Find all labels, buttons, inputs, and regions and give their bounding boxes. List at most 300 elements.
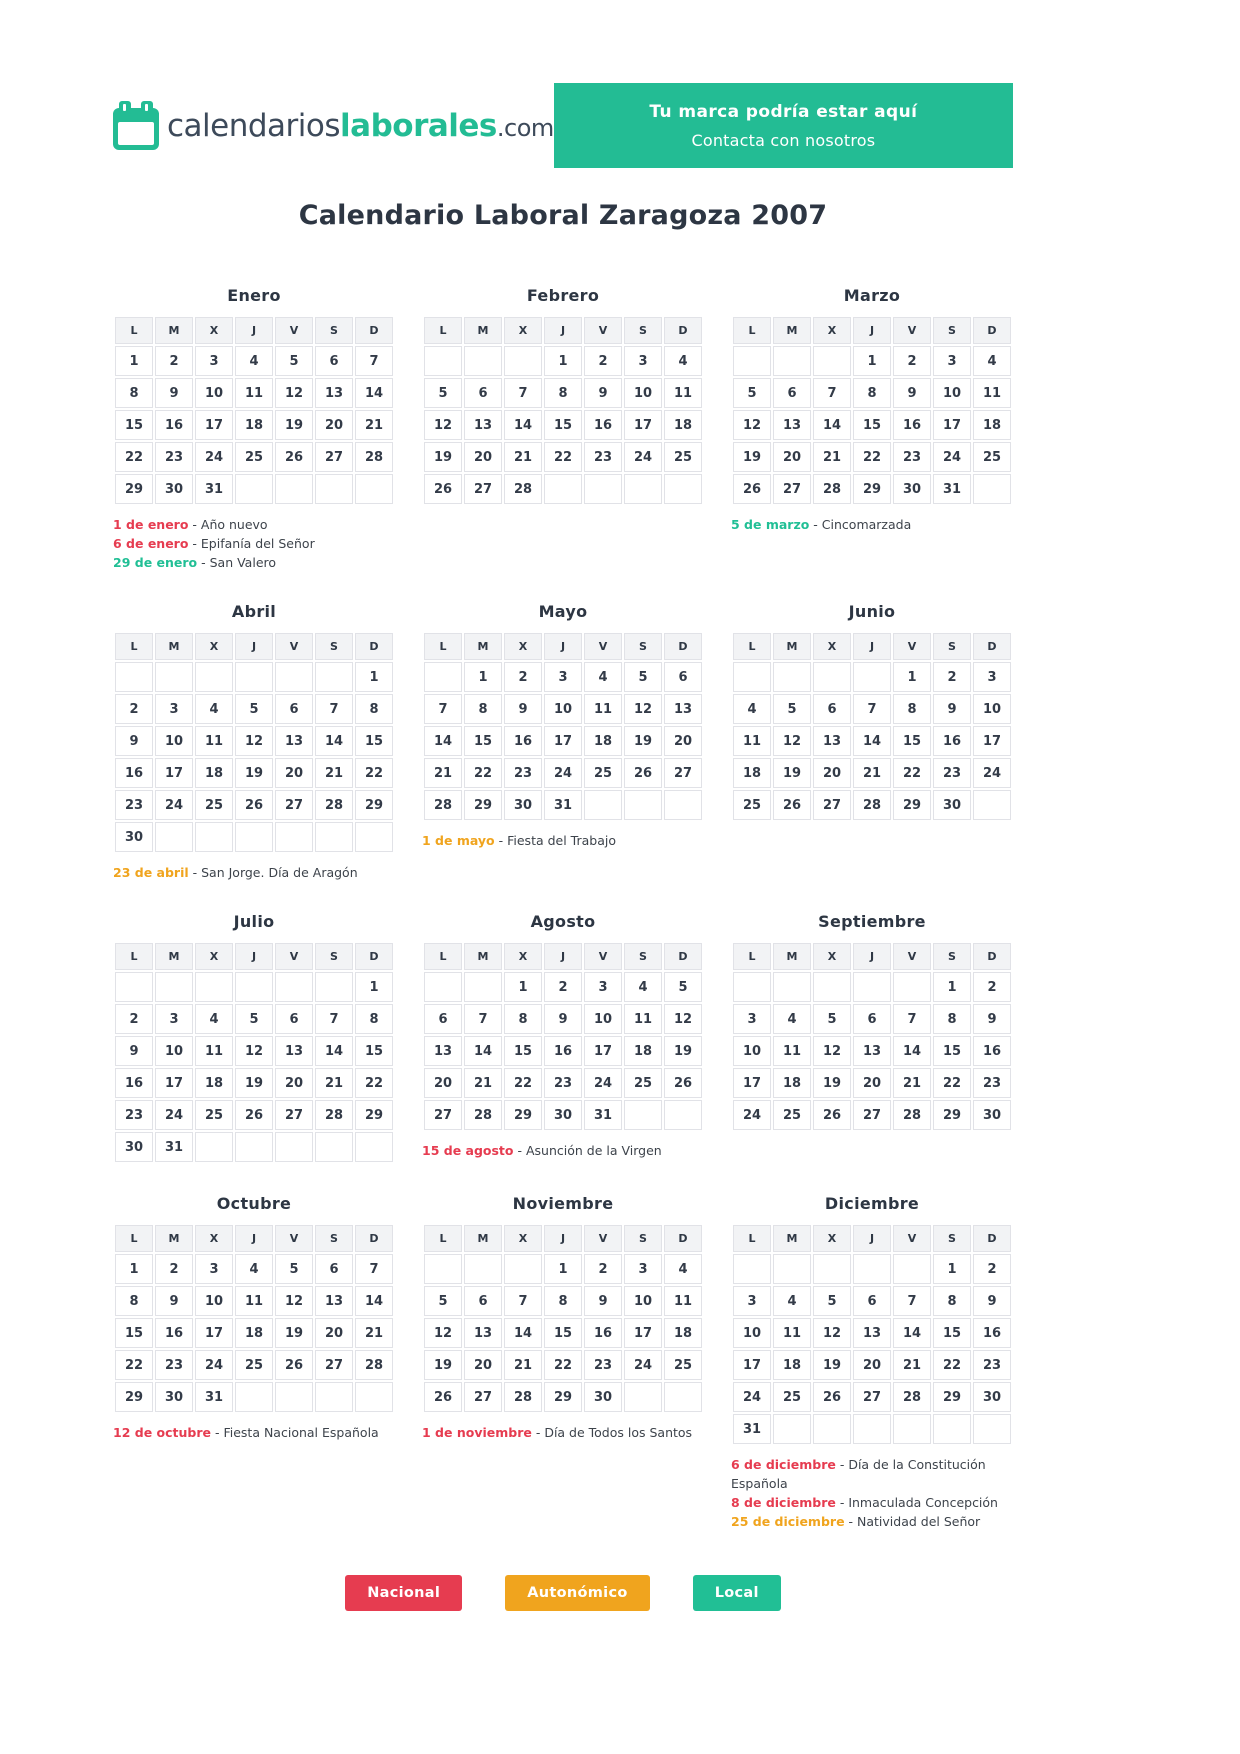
month-noviembre [422, 1194, 704, 1442]
day-cell: 2 [584, 346, 622, 376]
week-row [115, 1132, 393, 1162]
day-cell: 5 [813, 1004, 851, 1034]
day-cell: 3 [155, 1004, 193, 1034]
day-cell: 8 [853, 378, 891, 408]
day-cell: 3 [624, 346, 662, 376]
empty-day-cell [733, 346, 771, 376]
day-cell: 3 [733, 1286, 771, 1316]
weekday-header: L [733, 1225, 771, 1252]
day-cell: 20 [813, 758, 851, 788]
weekday-header: X [504, 943, 542, 970]
day-cell: 12 [275, 1286, 313, 1316]
week-row [115, 442, 393, 472]
day-cell: 15 [893, 726, 931, 756]
day-cell: 14 [853, 726, 891, 756]
day-cell: 16 [973, 1036, 1011, 1066]
weekday-header: L [115, 943, 153, 970]
empty-day-cell [584, 790, 622, 820]
day-cell: 29 [464, 790, 502, 820]
day-cell: 8 [544, 378, 582, 408]
week-row [424, 1350, 702, 1380]
day-cell: 22 [853, 442, 891, 472]
weekday-header: J [235, 943, 273, 970]
day-cell: 25 [235, 442, 273, 472]
day-cell: 5 [424, 378, 462, 408]
weekday-header: V [584, 943, 622, 970]
day-cell: 28 [853, 790, 891, 820]
day-cell: 17 [933, 410, 971, 440]
day-cell: 14 [315, 726, 353, 756]
weekday-header: D [355, 943, 393, 970]
day-cell: 7 [893, 1004, 931, 1034]
ad-banner-headline: Tu marca podría estar aquí [649, 101, 918, 122]
day-cell: 5 [275, 346, 313, 376]
weekday-header: M [464, 1225, 502, 1252]
weekday-header: L [733, 317, 771, 344]
empty-day-cell [504, 346, 542, 376]
weekday-header: L [115, 317, 153, 344]
empty-day-cell [235, 474, 273, 504]
weekday-header: D [355, 1225, 393, 1252]
day-cell: 30 [584, 1382, 622, 1412]
day-cell: 12 [733, 410, 771, 440]
empty-day-cell [275, 474, 313, 504]
month-table [113, 1223, 395, 1414]
day-cell: 19 [624, 726, 662, 756]
empty-day-cell [195, 662, 233, 692]
day-cell: 15 [355, 726, 393, 756]
day-cell: 8 [933, 1004, 971, 1034]
day-cell: 27 [853, 1100, 891, 1130]
empty-day-cell [893, 1414, 931, 1444]
day-cell: 10 [155, 1036, 193, 1066]
day-cell: 7 [893, 1286, 931, 1316]
day-cell: 18 [773, 1350, 811, 1380]
day-cell: 6 [853, 1004, 891, 1034]
weekday-header: D [355, 317, 393, 344]
weekday-header: J [544, 317, 582, 344]
holiday-note: 1 de noviembre - Día de Todos los Santos [422, 1425, 693, 1440]
weekday-header: X [813, 633, 851, 660]
week-row [733, 758, 1011, 788]
day-cell: 18 [584, 726, 622, 756]
weekday-header: D [664, 317, 702, 344]
day-cell: 22 [355, 1068, 393, 1098]
week-row [424, 410, 702, 440]
day-cell: 10 [584, 1004, 622, 1034]
day-cell: 4 [195, 1004, 233, 1034]
week-row [733, 1068, 1011, 1098]
month-table [113, 315, 395, 506]
day-cell: 1 [893, 662, 931, 692]
day-cell: 2 [155, 346, 193, 376]
day-cell: 7 [504, 1286, 542, 1316]
day-cell: 2 [155, 1254, 193, 1284]
empty-day-cell [733, 1254, 771, 1284]
empty-day-cell [773, 662, 811, 692]
week-row [115, 1004, 393, 1034]
empty-day-cell [275, 662, 313, 692]
day-cell: 26 [813, 1100, 851, 1130]
week-row [424, 694, 702, 724]
week-row [424, 790, 702, 820]
day-cell: 28 [464, 1100, 502, 1130]
weekday-header: M [464, 633, 502, 660]
day-cell: 2 [933, 662, 971, 692]
day-cell: 17 [544, 726, 582, 756]
day-cell: 2 [544, 972, 582, 1002]
day-cell: 23 [504, 758, 542, 788]
holiday-note: 12 de octubre - Fiesta Nacional Española [113, 1425, 379, 1440]
day-cell: 10 [624, 1286, 662, 1316]
day-cell: 24 [624, 442, 662, 472]
weekday-header: X [195, 633, 233, 660]
day-cell: 6 [853, 1286, 891, 1316]
day-cell: 27 [275, 1100, 313, 1130]
day-cell: 25 [195, 790, 233, 820]
day-cell: 26 [275, 442, 313, 472]
week-row [733, 1286, 1011, 1316]
day-cell: 17 [624, 1318, 662, 1348]
day-cell: 4 [773, 1286, 811, 1316]
day-cell: 13 [464, 1318, 502, 1348]
day-cell: 30 [155, 474, 193, 504]
day-cell: 6 [664, 662, 702, 692]
weekday-header: M [773, 317, 811, 344]
header [113, 83, 1013, 168]
logo-text-calendarios: calendarios [167, 107, 341, 144]
legend-local-button[interactable]: Local [693, 1575, 781, 1611]
day-cell: 15 [933, 1318, 971, 1348]
weekday-header: J [544, 633, 582, 660]
week-row [115, 694, 393, 724]
day-cell: 24 [155, 790, 193, 820]
empty-day-cell [504, 1254, 542, 1284]
day-cell: 21 [504, 1350, 542, 1380]
day-cell: 5 [813, 1286, 851, 1316]
week-row [733, 1254, 1011, 1284]
day-cell: 22 [504, 1068, 542, 1098]
day-cell: 8 [355, 1004, 393, 1034]
empty-day-cell [973, 790, 1011, 820]
day-cell: 14 [464, 1036, 502, 1066]
month-table [422, 1223, 704, 1414]
week-row [115, 346, 393, 376]
weekday-header: V [893, 943, 931, 970]
day-cell: 31 [584, 1100, 622, 1130]
day-cell: 13 [315, 1286, 353, 1316]
month-table [113, 941, 395, 1164]
day-cell: 30 [115, 822, 153, 852]
day-cell: 18 [773, 1068, 811, 1098]
weekday-header: S [933, 943, 971, 970]
day-cell: 21 [813, 442, 851, 472]
holiday-note: 5 de marzo - Cincomarzada [731, 517, 912, 532]
empty-day-cell [315, 474, 353, 504]
empty-day-cell [424, 1254, 462, 1284]
day-cell: 14 [355, 1286, 393, 1316]
day-cell: 24 [733, 1100, 771, 1130]
day-cell: 8 [464, 694, 502, 724]
empty-day-cell [275, 1132, 313, 1162]
legend-nacional-button[interactable]: Nacional [345, 1575, 462, 1611]
day-cell: 28 [315, 1100, 353, 1130]
weekday-header: M [155, 633, 193, 660]
day-cell: 4 [584, 662, 622, 692]
day-cell: 14 [355, 378, 393, 408]
empty-day-cell [853, 1414, 891, 1444]
week-row [733, 790, 1011, 820]
day-cell: 23 [973, 1068, 1011, 1098]
day-cell: 10 [624, 378, 662, 408]
day-cell: 19 [275, 1318, 313, 1348]
empty-day-cell [195, 972, 233, 1002]
day-cell: 11 [195, 1036, 233, 1066]
month-title: Febrero [526, 286, 600, 305]
day-cell: 20 [315, 1318, 353, 1348]
day-cell: 20 [464, 1350, 502, 1380]
day-cell: 9 [155, 1286, 193, 1316]
day-cell: 28 [893, 1100, 931, 1130]
week-row [115, 474, 393, 504]
holiday-note-date: 8 de diciembre [731, 1495, 836, 1510]
day-cell: 17 [155, 1068, 193, 1098]
day-cell: 12 [275, 378, 313, 408]
empty-day-cell [773, 1254, 811, 1284]
logo-text [167, 108, 554, 144]
holiday-notes [113, 863, 395, 882]
week-row [115, 726, 393, 756]
holiday-note: 15 de agosto - Asunción de la Virgen [422, 1143, 662, 1158]
empty-day-cell [355, 1132, 393, 1162]
empty-day-cell [275, 972, 313, 1002]
calendar-logo-icon [113, 108, 159, 150]
day-cell: 27 [773, 474, 811, 504]
day-cell: 16 [544, 1036, 582, 1066]
weekday-header: L [424, 1225, 462, 1252]
day-cell: 4 [733, 694, 771, 724]
day-cell: 23 [155, 442, 193, 472]
day-cell: 11 [664, 378, 702, 408]
empty-day-cell [315, 1382, 353, 1412]
day-cell: 13 [315, 378, 353, 408]
week-row [424, 1286, 702, 1316]
weekday-header: V [893, 317, 931, 344]
day-cell: 12 [424, 410, 462, 440]
day-cell: 25 [235, 1350, 273, 1380]
day-cell: 9 [973, 1004, 1011, 1034]
month-octubre [113, 1194, 395, 1442]
empty-day-cell [195, 822, 233, 852]
day-cell: 7 [853, 694, 891, 724]
empty-day-cell [424, 346, 462, 376]
weekday-header: D [664, 1225, 702, 1252]
day-cell: 18 [235, 1318, 273, 1348]
day-cell: 16 [584, 1318, 622, 1348]
day-cell: 19 [275, 410, 313, 440]
weekday-header: X [813, 943, 851, 970]
page-title: Calendario Laboral Zaragoza 2007 [298, 200, 828, 231]
day-cell: 26 [235, 1100, 273, 1130]
day-cell: 4 [195, 694, 233, 724]
logo-text-com: .com [496, 113, 554, 142]
holiday-note-desc: Epifanía del Señor [200, 536, 315, 551]
holiday-notes [113, 515, 395, 572]
day-cell: 29 [853, 474, 891, 504]
day-cell: 30 [544, 1100, 582, 1130]
empty-day-cell [235, 972, 273, 1002]
day-cell: 6 [464, 378, 502, 408]
week-row [115, 1068, 393, 1098]
weekday-header: D [664, 943, 702, 970]
day-cell: 8 [115, 378, 153, 408]
day-cell: 18 [664, 410, 702, 440]
weekday-header: V [893, 1225, 931, 1252]
day-cell: 11 [773, 1036, 811, 1066]
week-row [733, 1414, 1011, 1444]
day-cell: 2 [115, 694, 153, 724]
day-cell: 1 [933, 972, 971, 1002]
day-cell: 11 [195, 726, 233, 756]
day-cell: 6 [464, 1286, 502, 1316]
day-cell: 8 [544, 1286, 582, 1316]
week-row [733, 1382, 1011, 1412]
day-cell: 23 [155, 1350, 193, 1380]
day-cell: 29 [115, 474, 153, 504]
holiday-note-desc: Fiesta Nacional Española [223, 1425, 379, 1440]
month-title: Marzo [843, 286, 901, 305]
month-table [113, 631, 395, 854]
week-row [424, 1318, 702, 1348]
day-cell: 1 [544, 1254, 582, 1284]
day-cell: 2 [973, 972, 1011, 1002]
day-cell: 28 [504, 1382, 542, 1412]
ad-banner-contact-link[interactable]: Contacta con nosotros [691, 130, 876, 150]
weekday-header: V [584, 1225, 622, 1252]
day-cell: 17 [584, 1036, 622, 1066]
day-cell: 28 [504, 474, 542, 504]
weekday-header: J [544, 943, 582, 970]
day-cell: 11 [235, 378, 273, 408]
day-cell: 30 [504, 790, 542, 820]
week-row [733, 378, 1011, 408]
empty-day-cell [664, 790, 702, 820]
empty-day-cell [544, 474, 582, 504]
weekday-header: J [235, 317, 273, 344]
day-cell: 14 [813, 410, 851, 440]
day-cell: 12 [624, 694, 662, 724]
empty-day-cell [195, 1132, 233, 1162]
empty-day-cell [315, 1132, 353, 1162]
weekday-header: J [235, 633, 273, 660]
day-cell: 22 [355, 758, 393, 788]
holiday-note: 25 de diciembre - Natividad del Señor [731, 1514, 981, 1529]
day-cell: 3 [733, 1004, 771, 1034]
day-cell: 8 [933, 1286, 971, 1316]
empty-day-cell [624, 1382, 662, 1412]
day-cell: 27 [275, 790, 313, 820]
week-row [424, 726, 702, 756]
day-cell: 17 [624, 410, 662, 440]
legend-autonomico-button[interactable]: Autonómico [505, 1575, 649, 1611]
calendar-icon-tab [119, 101, 131, 116]
day-cell: 24 [195, 1350, 233, 1380]
empty-day-cell [973, 1414, 1011, 1444]
day-cell: 9 [115, 726, 153, 756]
day-cell: 18 [195, 758, 233, 788]
day-cell: 21 [355, 410, 393, 440]
weekday-header: S [933, 317, 971, 344]
day-cell: 25 [973, 442, 1011, 472]
day-cell: 8 [893, 694, 931, 724]
day-cell: 22 [115, 442, 153, 472]
week-row [424, 1254, 702, 1284]
week-row [424, 442, 702, 472]
day-cell: 18 [195, 1068, 233, 1098]
day-cell: 25 [773, 1382, 811, 1412]
day-cell: 20 [315, 410, 353, 440]
day-cell: 2 [584, 1254, 622, 1284]
day-cell: 26 [813, 1382, 851, 1412]
day-cell: 13 [464, 410, 502, 440]
week-row [115, 1318, 393, 1348]
day-cell: 19 [664, 1036, 702, 1066]
day-cell: 23 [973, 1350, 1011, 1380]
month-table [731, 315, 1013, 506]
weekday-header: D [973, 633, 1011, 660]
weekday-header: V [275, 633, 313, 660]
weekday-header: V [275, 1225, 313, 1252]
logo-text-laborales: laborales [340, 107, 497, 144]
weekday-header: V [275, 943, 313, 970]
empty-day-cell [773, 1414, 811, 1444]
ad-banner[interactable] [554, 83, 1013, 168]
day-cell: 13 [275, 726, 313, 756]
day-cell: 27 [315, 442, 353, 472]
weekday-header: X [813, 317, 851, 344]
weekday-header-row [424, 943, 702, 970]
weekday-header: L [424, 943, 462, 970]
holiday-note: 29 de enero - San Valero [113, 555, 277, 570]
logo[interactable] [113, 102, 554, 150]
week-row [733, 1004, 1011, 1034]
day-cell: 1 [115, 1254, 153, 1284]
day-cell: 1 [933, 1254, 971, 1284]
empty-day-cell [155, 662, 193, 692]
week-row [424, 1382, 702, 1412]
week-row [733, 442, 1011, 472]
weekday-header: X [195, 943, 233, 970]
day-cell: 2 [893, 346, 931, 376]
week-row [115, 1350, 393, 1380]
day-cell: 20 [853, 1068, 891, 1098]
day-cell: 23 [115, 790, 153, 820]
day-cell: 21 [853, 758, 891, 788]
empty-day-cell [624, 474, 662, 504]
day-cell: 13 [773, 410, 811, 440]
day-cell: 30 [973, 1100, 1011, 1130]
month-title: Agosto [530, 912, 596, 931]
weekday-header: X [195, 1225, 233, 1252]
day-cell: 17 [195, 410, 233, 440]
day-cell: 12 [813, 1318, 851, 1348]
day-cell: 12 [773, 726, 811, 756]
holiday-notes [113, 1423, 395, 1442]
page [113, 0, 1013, 1611]
weekday-header: L [115, 633, 153, 660]
empty-day-cell [813, 346, 851, 376]
day-cell: 15 [853, 410, 891, 440]
